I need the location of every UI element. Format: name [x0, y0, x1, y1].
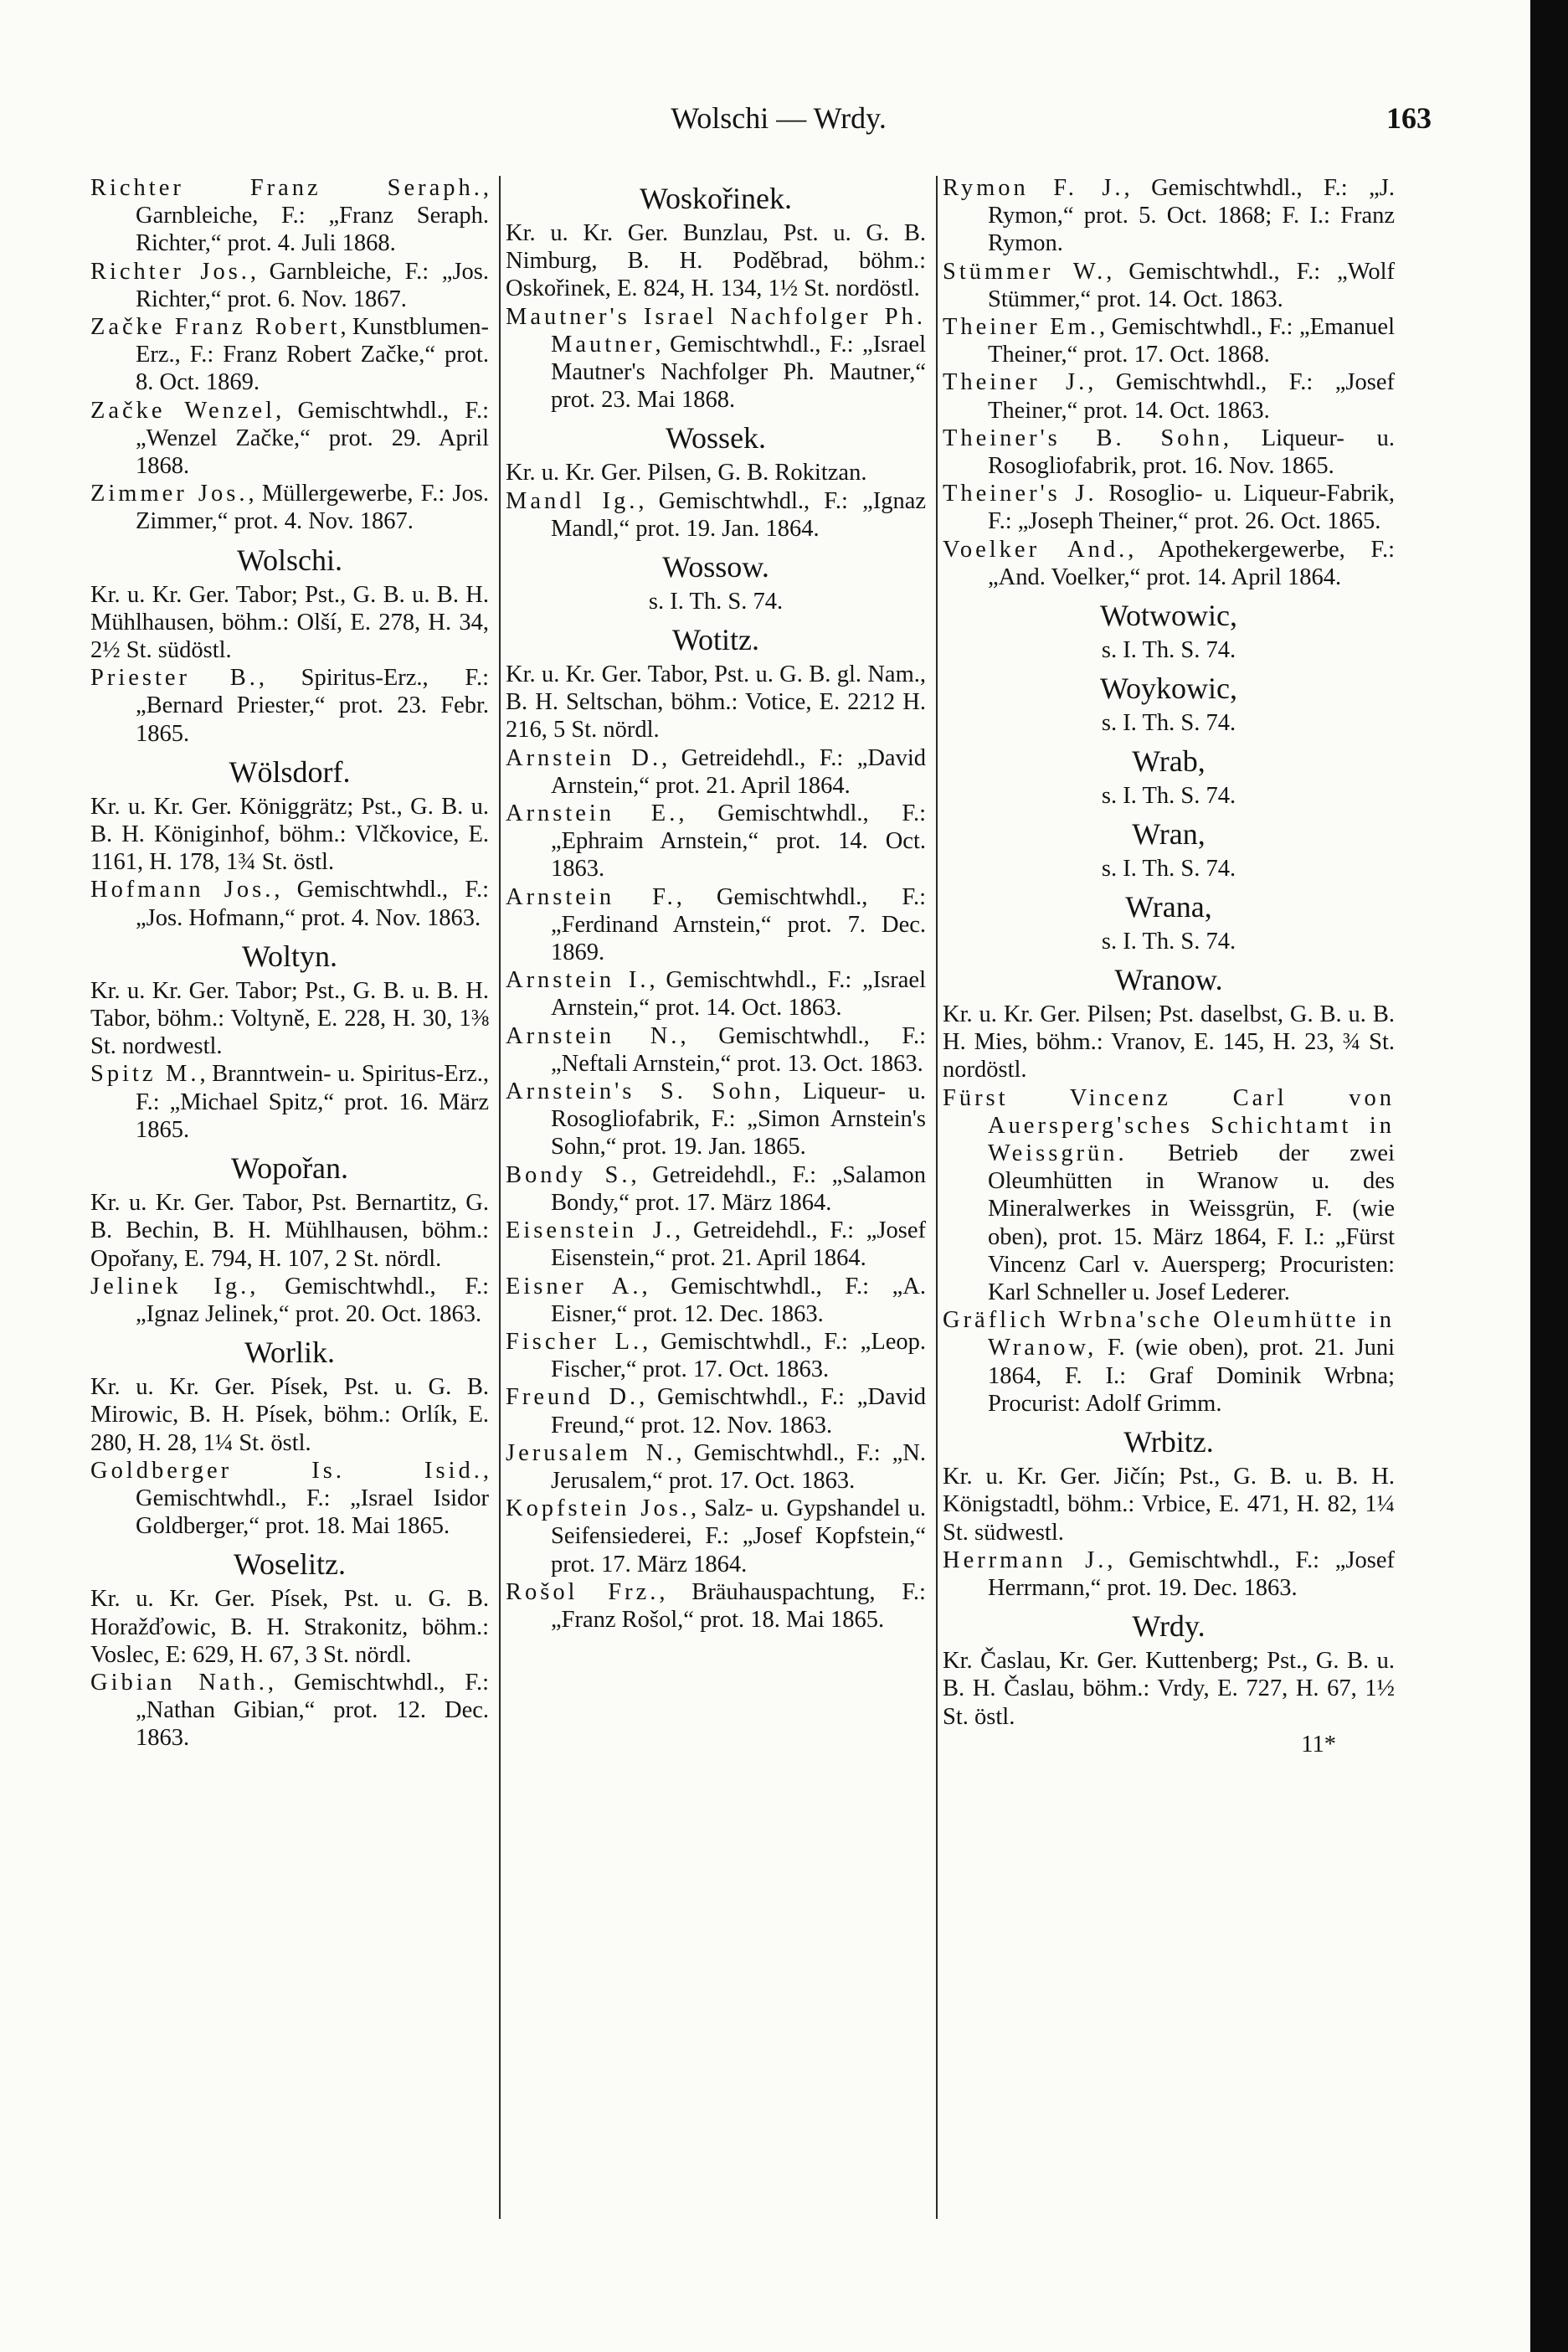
- location-description: Kr. u. Kr. Ger. Písek, Pst. u. G. B. Horažďowic, B. H. Strakonitz, böhm.: Voslec, E: 629, H. 67, 3 St. nördl.: [90, 1586, 489, 1668]
- place-heading: Woltyn.: [241, 939, 338, 973]
- location-description: Kr. u. Kr. Ger. Bunzlau, Pst. u. G. B. Nimburg, B. H. Poděbrad, böhm.: Oskořinek, E. 824, H. 134, 1½ St. nordöstl.: [506, 220, 926, 302]
- column-rule: [936, 176, 938, 2219]
- place-heading: Wran,: [1132, 817, 1206, 852]
- firm-details: , Getreidehdl., F.: „David Arnstein,“ prot. 21. April 1864.: [551, 744, 926, 799]
- firm-details: , Salz- u. Gypshandel u. Seifensiederei, F.: „Josef Kopfstein,“ prot. 17. März 1864.: [551, 1495, 926, 1577]
- cross-reference: s. I. Th. S. 74.: [1101, 710, 1236, 737]
- firm-name: Richter Franz Seraph.: [90, 175, 483, 201]
- place-heading: Wossow.: [662, 550, 769, 584]
- firm-name: Mautner's Israel Nachfolger Ph. Mautner: [506, 303, 926, 358]
- firm-entry: [90, 480, 489, 535]
- place-heading: Wolschi.: [236, 543, 343, 577]
- firm-details: , Getreidehdl., F.: „Josef Eisenstein,“ prot. 21. April 1864.: [551, 1217, 926, 1272]
- place-heading: Wotwowic,: [1099, 599, 1238, 633]
- firm-details: Rosoglio- u. Liqueur-Fabrik, F.: „Joseph Theiner,“ prot. 26. Oct. 1865.: [988, 481, 1395, 535]
- firm-details: , Liqueur- u. Rosogliofabrik, prot. 16. Nov. 1865.: [988, 425, 1395, 480]
- cross-reference: s. I. Th. S. 74.: [1101, 637, 1236, 664]
- firm-entry: [90, 664, 489, 748]
- firm-entry: [506, 744, 926, 800]
- running-head-title: Wolschi — Wrdy.: [671, 101, 887, 135]
- firm-name: Arnstein N.: [506, 1022, 681, 1049]
- firm-entry: [943, 368, 1395, 424]
- firm-name: Freund D.: [506, 1384, 640, 1411]
- firm-entry: [90, 258, 489, 313]
- firm-name: Eisner A.: [506, 1273, 642, 1300]
- firm-entry: [943, 174, 1395, 258]
- firm-entry: [506, 966, 926, 1022]
- location-description: Kr. Časlau, Kr. Ger. Kuttenberg; Pst., G. B. u. B. H. Časlau, böhm.: Vrdy, E. 727, H. 67, 1½ St. östl.: [943, 1648, 1395, 1730]
- scan-dark-edge: [1530, 0, 1568, 2352]
- firm-details: , Gemischtwhdl., F.: „Nathan Gibian,“ prot. 12. Dec. 1863.: [136, 1669, 489, 1752]
- firm-name: Jelinek Ig.: [90, 1273, 250, 1300]
- location-description: Kr. u. Kr. Ger. Tabor, Pst. u. G. B. gl. Nam., B. H. Seltschan, böhm.: Votice, E. 2212 H. 216, 5 St. nördl.: [506, 661, 926, 744]
- firm-details: , Bräuhauspachtung, F.: „Franz Rošol,“ prot. 18. Mai 1865.: [551, 1578, 926, 1633]
- cross-reference: s. I. Th. S. 74.: [1101, 856, 1236, 883]
- place-heading: Woselitz.: [233, 1547, 347, 1582]
- firm-details: , Kunstblumen-Erz., F.: Franz Robert Začke,“ prot. 8. Oct. 1869.: [136, 314, 489, 396]
- firm-name: Arnstein D.: [506, 744, 662, 771]
- firm-details: , Gemischtwhdl., F.: „Ignaz Jelinek,“ prot. 20. Oct. 1863.: [136, 1273, 489, 1327]
- firm-name: Arnstein F.: [506, 883, 676, 910]
- firm-entry: [90, 174, 489, 258]
- firm-entry: [943, 425, 1395, 480]
- firm-details: , Gemischtwhdl., F.: „Israel Mautner's Nachfolger Ph. Mautner,“ prot. 23. Mai 1868.: [551, 331, 926, 414]
- firm-details: , Getreidehdl., F.: „Salamon Bondy,“ prot. 17. März 1864.: [551, 1161, 926, 1216]
- firm-entry: [943, 1306, 1395, 1418]
- firm-name: Theiner Em.: [943, 314, 1099, 341]
- firm-details: , Gemischtwhdl., F.: „Ferdinand Arnstein,“ prot. 7. Dec. 1869.: [551, 883, 926, 966]
- location-description: Kr. u. Kr. Ger. Písek, Pst. u. G. B. Mirowic, B. H. Písek, böhm.: Orlík, E. 280, H. 28, 1¼ St. östl.: [90, 1374, 489, 1456]
- location-description: Kr. u. Kr. Ger. Pilsen, G. B. Rokitzan.: [506, 460, 867, 486]
- firm-entry: [90, 313, 489, 397]
- firm-details: , Garnbleiche, F.: „Franz Seraph. Richter,“ prot. 4. Juli 1868.: [136, 175, 489, 257]
- firm-entry: [90, 1669, 489, 1752]
- firm-details: , Gemischtwhdl., F.: „Wolf Stümmer,“ prot. 14. Oct. 1863.: [988, 258, 1395, 312]
- firm-entry: [90, 1457, 489, 1541]
- firm-name: Spitz M.: [90, 1061, 200, 1088]
- cross-reference: s. I. Th. S. 74.: [648, 589, 784, 615]
- firm-details: , Liqueur- u. Rosogliofabrik, F.: „Simon Arnstein's Sohn,“ prot. 19. Jan. 1865.: [551, 1078, 926, 1161]
- firm-details: , Gemischtwhdl., F.: „Emanuel Theiner,“ prot. 17. Oct. 1868.: [988, 314, 1395, 368]
- firm-details: , Gemischtwhdl., F.: „J. Rymon,“ prot. 5. Oct. 1868; F. I.: Franz Rymon.: [988, 175, 1395, 257]
- firm-details: , Gemischtwhdl., F.: „David Freund,“ prot. 12. Nov. 1863.: [551, 1384, 926, 1438]
- column-middle: [506, 174, 926, 2318]
- firm-name: Bondy S.: [506, 1161, 631, 1188]
- place-heading: Wopořan.: [230, 1151, 349, 1186]
- firm-entry: [506, 1273, 926, 1328]
- location-description: Kr. u. Kr. Ger. Tabor; Pst., G. B. u. B. H. Mühlhausen, böhm.: Olší, E. 278, H. 34, 2½ St. südöstl.: [90, 581, 489, 664]
- place-heading: Woykowic,: [1099, 672, 1238, 706]
- firm-details: , Gemischtwhdl., F.: „Ignaz Mandl,“ prot. 19. Jan. 1864.: [551, 487, 926, 542]
- firm-name: Eisenstein J.: [506, 1217, 675, 1244]
- firm-entry: [506, 1217, 926, 1272]
- firm-entry: [506, 1439, 926, 1495]
- place-heading: Wrab,: [1132, 744, 1206, 779]
- firm-name: Priester B.: [90, 665, 259, 692]
- firm-details: , Spiritus-Erz., F.: „Bernard Priester,“ prot. 23. Febr. 1865.: [136, 665, 489, 747]
- place-heading: Wrbitz.: [1123, 1425, 1214, 1459]
- firm-entry: [943, 258, 1395, 313]
- firm-entry: [506, 883, 926, 967]
- firm-details: , Gemischtwhdl., F.: „Israel Isidor Goldberger,“ prot. 18. Mai 1865.: [136, 1457, 489, 1540]
- firm-entry: [506, 303, 926, 414]
- firm-details: , Gemischtwhdl., F.: „Jos. Hofmann,“ prot. 4. Nov. 1863.: [136, 877, 489, 931]
- firm-details: , Gemischtwhdl., F.: „Ephraim Arnstein,“ prot. 14. Oct. 1863.: [551, 800, 926, 883]
- firm-entry: [506, 1495, 926, 1578]
- location-description: Kr. u. Kr. Ger. Pilsen; Pst. daselbst, G. B. u. B. H. Mies, böhm.: Vranov, E. 145, H. 23, ¾ St. nordöstl.: [943, 1001, 1395, 1083]
- firm-name: Arnstein E.: [506, 800, 679, 827]
- firm-entry: [506, 1328, 926, 1383]
- firm-name: Zimmer Jos.: [90, 481, 249, 507]
- place-heading: Wotitz.: [671, 623, 760, 657]
- cross-reference: s. I. Th. S. 74.: [1101, 929, 1236, 955]
- location-description: Kr. u. Kr. Ger. Jičín; Pst., G. B. u. B. H. Königstadtl, böhm.: Vrbice, E. 471, H. 82, 1¼ St. südwestl.: [943, 1464, 1395, 1546]
- firm-details: F. (wie oben), prot. 21. Juni 1864, F. I.: Graf Dominik Wrbna; Procurist: Adolf Grimm.: [988, 1335, 1395, 1417]
- firm-name: Theiner J.: [943, 369, 1088, 396]
- firm-details: , Müllergewerbe, F.: Jos. Zimmer,“ prot. 4. Nov. 1867.: [136, 481, 489, 535]
- firm-name: Gräflich Wrbna'sche Oleumhütte in Wranow,: [943, 1307, 1395, 1361]
- firm-entry: [506, 1383, 926, 1438]
- firm-name: Rošol Frz.: [506, 1578, 660, 1605]
- firm-name: Richter Jos.: [90, 258, 250, 285]
- firm-details: , Gemischtwhdl., F.: „Josef Theiner,“ prot. 14. Oct. 1863.: [988, 369, 1395, 424]
- firm-name: Arnstein's S. Sohn: [506, 1078, 775, 1105]
- firm-name: Fischer L.: [506, 1328, 643, 1355]
- place-heading: Wrana,: [1125, 890, 1212, 924]
- signature-mark: 11*: [1301, 1731, 1336, 1758]
- firm-name: Goldberger Is. Isid.: [90, 1457, 483, 1484]
- firm-name: Začke Franz Robert: [90, 314, 341, 341]
- place-heading: Worlik.: [244, 1336, 336, 1370]
- firm-details: , Gemischtwhdl., F.: „N. Jerusalem,“ prot. 17. Oct. 1863.: [551, 1439, 926, 1494]
- firm-entry: [506, 1022, 926, 1078]
- firm-details: , Gemischtwhdl., F.: „Leop. Fischer,“ prot. 17. Oct. 1863.: [551, 1328, 926, 1383]
- firm-entry: [506, 487, 926, 543]
- column-left: [90, 174, 489, 2318]
- cross-reference: s. I. Th. S. 74.: [1101, 783, 1236, 810]
- firm-name: Theiner's B. Sohn: [943, 425, 1223, 451]
- location-description: Kr. u. Kr. Ger. Tabor; Pst., G. B. u. B. H. Tabor, böhm.: Voltyně, E. 228, H. 30, 1⅜ St. nordwestl.: [90, 977, 489, 1060]
- firm-name: Hofmann Jos.: [90, 877, 275, 903]
- firm-details: , Gemischtwhdl., F.: „Neftali Arnstein,“ prot. 13. Oct. 1863.: [551, 1022, 926, 1077]
- firm-name: Theiner's J.: [943, 481, 1098, 507]
- firm-name: Herrmann J.: [943, 1547, 1108, 1573]
- running-head: [126, 95, 1432, 146]
- firm-name: Arnstein I.: [506, 967, 650, 994]
- location-description: Kr. u. Kr. Ger. Tabor, Pst. Bernartitz, G. B. Bechin, B. H. Mühlhausen, böhm.: Opořany, E. 794, H. 107, 2 St. nördl.: [90, 1190, 489, 1272]
- firm-entry: [90, 1060, 489, 1144]
- column-rule: [499, 176, 501, 2219]
- firm-name: Rymon F. J.: [943, 175, 1124, 201]
- firm-name: Voelker And.: [943, 536, 1128, 563]
- firm-entry: [943, 480, 1395, 535]
- firm-details: , Apothekergewerbe, F.: „And. Voelker,“ prot. 14. April 1864.: [988, 536, 1395, 590]
- firm-entry: [943, 1547, 1395, 1602]
- place-heading: Wranow.: [1114, 963, 1223, 997]
- firm-entry: [90, 876, 489, 931]
- firm-name: Jerusalem N.: [506, 1439, 676, 1466]
- place-heading: Wossek.: [665, 421, 767, 455]
- firm-entry: [943, 313, 1395, 368]
- firm-details: , Gemischtwhdl., F.: „A. Eisner,“ prot. 12. Dec. 1863.: [551, 1273, 926, 1327]
- firm-name: Kopfstein Jos.: [506, 1495, 691, 1522]
- firm-name: Gibian Nath.: [90, 1669, 268, 1696]
- firm-entry: [943, 536, 1395, 591]
- firm-entry: [90, 397, 489, 481]
- firm-details: , Gemischtwhdl., F.: „Josef Herrmann,“ prot. 19. Dec. 1863.: [988, 1547, 1395, 1601]
- firm-details: , Gemischtwhdl., F.: „Israel Arnstein,“ prot. 14. Oct. 1863.: [551, 967, 926, 1022]
- firm-name: Stümmer W.: [943, 258, 1107, 285]
- firm-entry: [506, 1161, 926, 1217]
- column-right: [943, 174, 1395, 2318]
- place-heading: Wölsdorf.: [229, 754, 351, 789]
- location-description: Kr. u. Kr. Ger. Königgrätz; Pst., G. B. u. B. H. Königinhof, böhm.: Vlčkovice, E. 1161, H. 178, 1¾ St. östl.: [90, 793, 489, 876]
- page-number: 163: [1386, 101, 1432, 135]
- firm-details: , Branntwein- u. Spiritus-Erz., F.: „Michael Spitz,“ prot. 16. März 1865.: [136, 1061, 489, 1143]
- firm-details: Betrieb der zwei Oleumhütten in Wranow u. des Mineralwerkes in Weissgrün, F. (wie oben), prot. 15. März 1864, F. I.: „Fürst Vincenz Carl v. Auersperg; Procuristen: Karl Schneller u. Josef Lederer.: [988, 1140, 1395, 1306]
- firm-entry: [506, 1078, 926, 1161]
- firm-entry: [90, 1273, 489, 1328]
- firm-name: Mandl Ig.: [506, 487, 639, 514]
- firm-entry: [506, 800, 926, 883]
- firm-details: , Garnbleiche, F.: „Jos. Richter,“ prot. 6. Nov. 1867.: [136, 258, 489, 312]
- firm-name: Začke Wenzel: [90, 397, 276, 424]
- place-heading: Wrdy.: [1132, 1609, 1206, 1644]
- firm-details: , Gemischtwhdl., F.: „Wenzel Začke,“ prot. 29. April 1868.: [136, 397, 489, 480]
- firm-entry: [943, 1084, 1395, 1307]
- firm-entry: [506, 1578, 926, 1634]
- firm-name: Fürst Vincenz Carl von Auersperg'sches Schichtamt in Weissgrün.: [943, 1084, 1395, 1167]
- place-heading: Woskořinek.: [639, 182, 793, 215]
